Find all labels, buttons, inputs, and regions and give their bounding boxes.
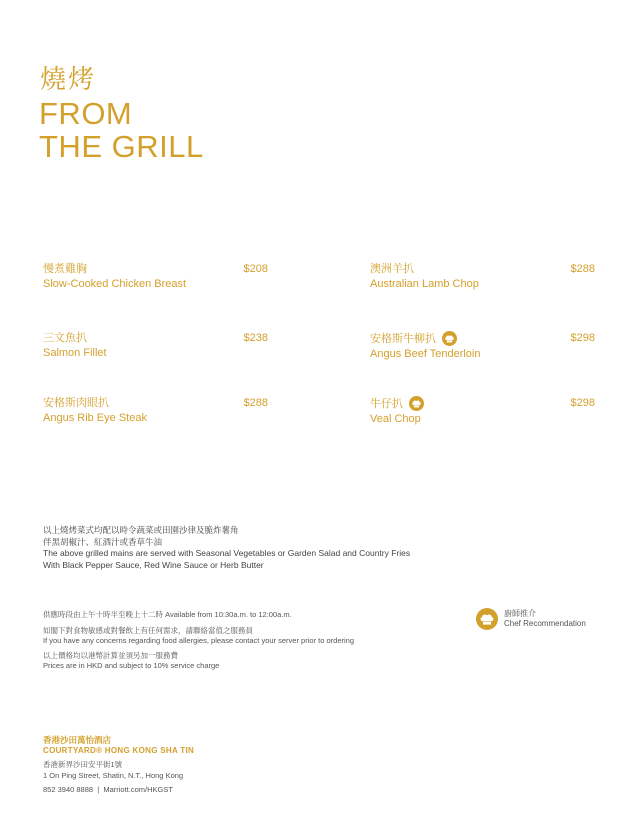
chef-hat-icon	[409, 396, 424, 411]
chef-hat-icon	[442, 331, 457, 346]
price-notice	[43, 651, 463, 671]
hotel-contact: 852 3940 8888 | Marriott.com/HKGST	[43, 785, 173, 794]
menu-item-price: $298	[570, 332, 595, 344]
availability-text: 供應時段由上午十時半至晚上十二時 Available from 10:30a.m. to 12:00a.m.	[43, 610, 292, 619]
section-title-zh: 燒烤	[40, 64, 97, 94]
note-en-line1: The above grilled mains are served with Seasonal Vegetables or Garden Salad and Country Fries	[43, 548, 411, 558]
menu-item-name-zh: 安格斯肉眼扒	[43, 397, 109, 409]
section-title-en	[39, 97, 204, 163]
hotel-address-zh: 香港新界沙田安平街1號	[43, 760, 123, 769]
menu-item-name-zh: 安格斯牛柳扒	[370, 332, 436, 345]
section-title-line1: FROM	[39, 96, 133, 131]
price-notice-en: Prices are in HKD and subject to 10% service charge	[43, 661, 220, 670]
hotel-name-zh: 香港沙田萬怡酒店	[43, 735, 112, 745]
menu-item-price: $238	[243, 332, 268, 344]
menu-item-name-en: Slow-Cooked Chicken Breast	[43, 278, 187, 290]
price-notice-zh: 以上價格均以港幣計算並須另加一服務費	[43, 651, 178, 660]
menu-item-name-zh: 三文魚扒	[43, 332, 87, 344]
allergy-notice	[43, 626, 463, 646]
menu-item-price: $288	[570, 263, 595, 275]
menu-item-price: $208	[243, 263, 268, 275]
menu-item-name-en: Salmon Fillet	[43, 347, 107, 359]
legend-zh: 廚師推介	[504, 609, 536, 618]
menu-item-name-en: Australian Lamb Chop	[370, 278, 479, 290]
menu-item-name-zh: 澳洲羊扒	[370, 263, 414, 275]
chef-hat-icon	[476, 608, 498, 630]
legend-en: Chef Recommendation	[504, 619, 586, 628]
note-en-line2: With Black Pepper Sauce, Red Wine Sauce or Herb Butter	[43, 559, 264, 570]
menu-item-price: $288	[243, 397, 268, 409]
section-title-line2: THE GRILL	[39, 129, 204, 164]
allergy-notice-en: If you have any concerns regarding food allergies, please contact your server prior to ordering	[43, 636, 355, 645]
hotel-address-en: 1 On Ping Street, Shatin, N.T., Hong Kong	[43, 771, 184, 780]
menu-item-name-en: Angus Rib Eye Steak	[43, 412, 147, 424]
serving-note	[43, 525, 503, 571]
allergy-notice-zh: 如閣下對食物敏感或對餐飲上有任何需求，請聯絡當值之服務員	[43, 626, 253, 635]
menu-item-name-zh: 慢煮雞胸	[43, 263, 87, 275]
menu-item-name-en: Veal Chop	[370, 413, 421, 425]
note-zh-line2: 伴黑胡椒汁、紅酒汁或香草牛油	[43, 536, 163, 547]
chef-recommendation-legend	[476, 608, 586, 630]
menu-item-name-en: Angus Beef Tenderloin	[370, 348, 481, 360]
hotel-name-en: COURTYARD® HONG KONG SHA TIN	[43, 746, 195, 755]
menu-item-price: $298	[570, 397, 595, 409]
note-zh-line1: 以上燒烤菜式均配以時令蔬菜或田園沙律及脆炸薯角	[43, 525, 239, 535]
menu-item-name-zh: 牛仔扒	[370, 397, 403, 410]
